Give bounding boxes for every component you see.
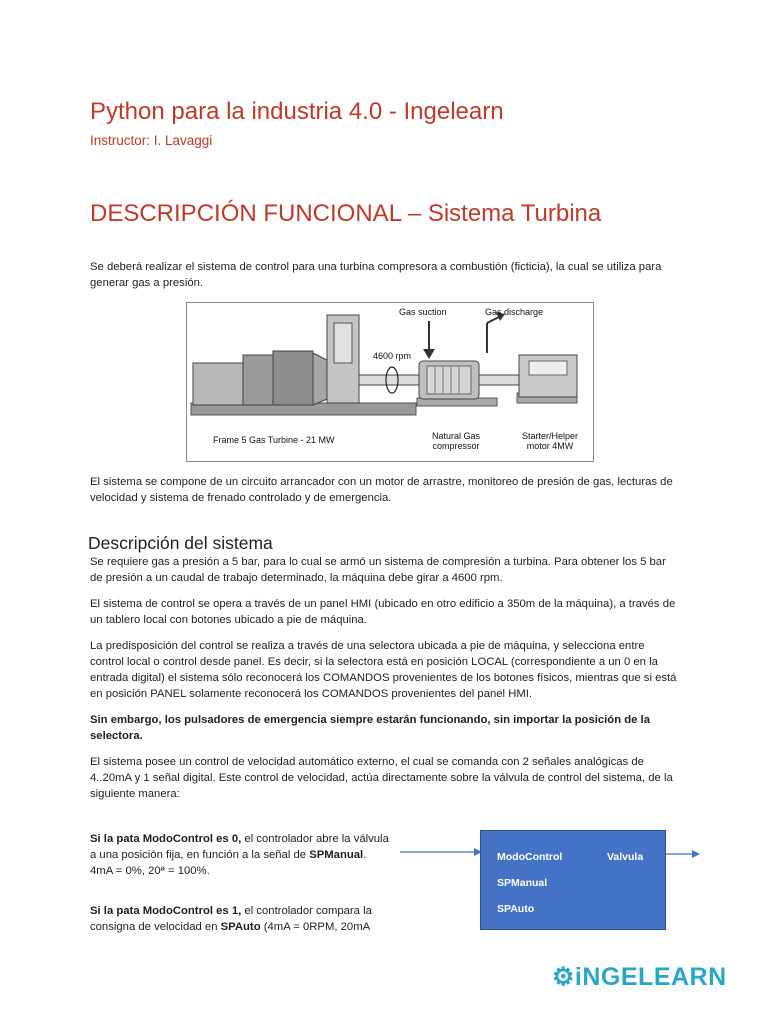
paragraph-emergency: Sin embargo, los pulsadores de emergencia siempre estarán funcionando, sin importar la posición de la selectora. xyxy=(90,714,650,742)
bullet-modo-1: Si la pata ModoControl es 1, el controlador compara la consigna de velocidad en SPAuto (4mA = 0RPM, 20mA xyxy=(90,905,372,933)
instructor-line: Instructor: I. Lavaggi xyxy=(90,133,213,148)
paragraph-hmi: El sistema de control se opera a través de un panel HMI (ubicado en otro edificio a 350m de la máquina), a través de un tablero local con botones ubicado a pie de máquina. xyxy=(90,598,676,626)
gas-suction-label: Gas suction xyxy=(399,307,447,317)
bullet-modo-0: Si la pata ModoControl es 0, el controlador abre la válvula a una posición fija, en función a la señal de SPManual. 4mA = 0%, 20ª = 100%. xyxy=(90,833,389,877)
turbine-diagram xyxy=(186,302,594,462)
block-input-spauto: SPAuto xyxy=(497,903,535,915)
subsection-title: Descripción del sistema xyxy=(88,533,273,553)
block-input-spmanual: SPManual xyxy=(497,877,548,889)
paragraph-selector: La predisposición del control se realiza a través de una selectora ubicada a pie de máquina, y selecciona entre control local o control desde panel. Es decir, si la selectora está en posición LOCAL (correspondiente a un 0 en la entrada digital) el sistema sólo reconocerá los COMANDOS provenientes de los botones físicos, mientras que si está en posición PANEL solamente reconocerá los COMANDOS provenientes del panel HMI. xyxy=(90,640,677,700)
components-paragraph: El sistema se compone de un circuito arrancador con un motor de arrastre, monitoreo de presión de gas, lecturas de velocidad y sistema de frenado controlado y de emergencia. xyxy=(90,476,673,504)
paragraph-pressure: Se requiere gas a presión a 5 bar, para lo cual se armó un sistema de compresión a turbina. Para obtener los 5 bar de presión a un caudal de trabajo determinado, la máquina debe girar a 4600 rpm. xyxy=(90,556,666,584)
rpm-label: 4600 rpm xyxy=(373,351,412,361)
section-title: DESCRIPCIÓN FUNCIONAL – Sistema Turbina xyxy=(90,200,602,227)
ingelearn-logo: ⚙iNGELEARN xyxy=(552,963,727,991)
document-title: Python para la industria 4.0 - Ingelearn xyxy=(90,98,504,125)
speed-controller-block xyxy=(480,830,666,930)
turbine-label: Frame 5 Gas Turbine - 21 MW xyxy=(213,435,335,445)
paragraph-speed-control: El sistema posee un control de velocidad automático externo, el cual se comanda con 2 señales analógicas de 4..20mA y 1 señal digital. Este control de velocidad, actúa directamente sobre la válvula de control del sistema, de la siguiente manera: xyxy=(90,756,673,800)
block-output-valvula: Valvula xyxy=(607,851,644,863)
compressor-label: Natural Gas compressor xyxy=(431,431,481,451)
intro-paragraph: Se deberá realizar el sistema de control para una turbina compresora a combustión (ficticia), la cual se utiliza para generar gas a presión. xyxy=(90,261,662,289)
block-input-modocontrol: ModoControl xyxy=(497,851,563,863)
gear-icon: ⚙ xyxy=(552,963,575,991)
gas-discharge-label: Gas discharge xyxy=(485,307,544,317)
motor-label: Starter/Helper motor 4MW xyxy=(521,431,579,451)
